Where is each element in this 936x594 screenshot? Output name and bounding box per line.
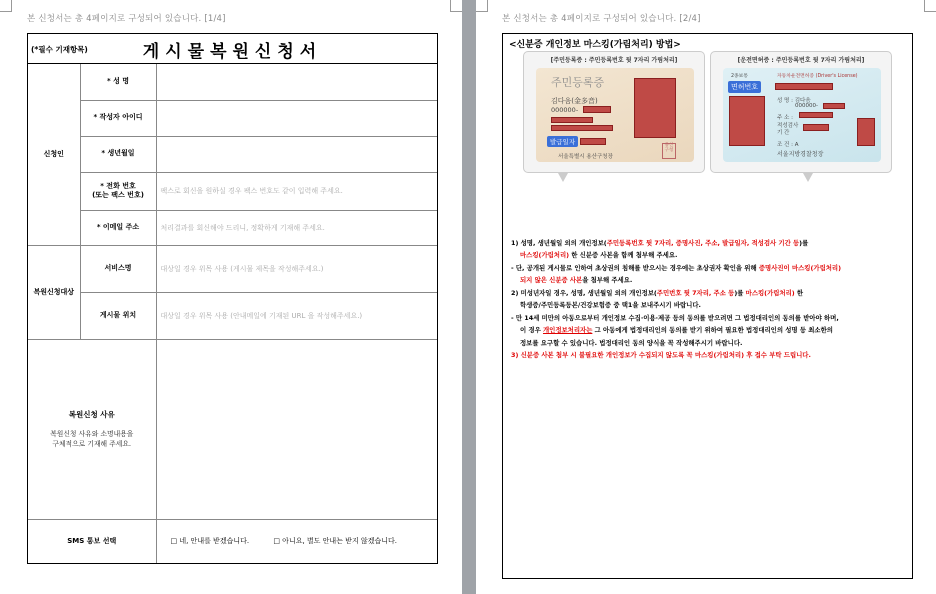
birth-date-field[interactable] [156,136,437,172]
page-corner-mark [450,0,462,12]
note-2-text-d: 마스킹(가림처리) [745,288,795,297]
sms-no-option[interactable]: □ 아니요, 별도 안내는 받지 않겠습니다. [273,537,397,546]
note-2-sub-text-d: 그 아동에게 법정대리인의 동의를 받기 위하여 필요한 법정대리인의 성명 등 최소한의 [592,326,833,335]
note-1-sub-text-b: 증명사진이 마스킹(가림처리) [758,263,842,272]
issue-date-mask [580,138,606,145]
note-2-sub-text-b: 이 경우 [520,326,543,335]
license-frame-pointer [803,173,813,182]
id-card-number: 000000- [551,106,579,114]
phone-label-text: * 전화 번호 (또는 팩스 번호) [92,181,144,199]
license-condition: 조 건 : A [777,142,799,148]
masking-guide-title: <신분증 개인정보 마스킹(가림처리) 방법> [509,40,681,50]
reason-label-cell [28,339,156,519]
note-2-sub: - 만 14세 미만의 아동으로부터 개인정보 수집·이용·제공 등의 동의를 받으려면 그 법정대리인의 동의를 받아야 하며, [511,313,839,322]
form-table [28,64,437,563]
license-number-tag: 면허번호 [728,81,761,93]
issue-date-tag: 발급일자 [547,136,578,147]
note-2-sub-text-c: 개인정보처리자는 [542,326,593,335]
address-mask-2 [551,125,613,131]
email-field[interactable]: 처리결과를 회신해야 드리니, 정확하게 기재해 주세요. [156,210,437,245]
note-1-text-a: 1) 성명, 생년월일 외의 개인정보( [511,239,607,247]
photo-mask [634,78,676,138]
restore-request-form [27,33,438,564]
page-corner-mark [924,0,936,12]
required-note: (*필수 기재항목) [31,45,88,54]
note-1-text-d: 마스킹(가림처리) [520,251,570,260]
form-title-row [28,34,437,64]
note-1-sub-cont [511,274,907,286]
license-caption: [운전면허증 : 주민등록번호 뒷 7자리 가림처리] [737,57,865,64]
note-1 [511,237,907,249]
sms-options [156,519,437,563]
note-2-text-e: 한 [794,288,804,297]
note-1-sub-text-a: - 단, 공개된 게시물로 인하여 초상권의 침해를 받으시는 경우에는 초상권자 확인을 위해 [511,263,759,272]
page-1 [0,0,462,594]
author-id-label: * 작성자 아이디 [80,100,156,136]
birth-date-label: * 생년월일 [80,136,156,172]
note-2-sub-cont [511,324,907,336]
id-card-example [523,51,705,173]
page-gutter [462,0,476,594]
license-heading: 자동차운전면허증 (Driver's License) [777,74,858,79]
sms-yes-option[interactable]: □ 네, 안내를 받겠습니다. [170,537,250,546]
page-header: 본 신청서는 총 4페이지로 구성되어 있습니다. [1/4] [27,14,226,24]
target-group-label: 복원신청대상 [28,245,80,339]
service-name-field[interactable]: 대상일 경우 위목 사용 (게시물 제목을 작성해주세요.) [156,245,437,292]
post-location-label: 게시물 위치 [80,292,156,339]
note-2-text-c: )를 [734,288,746,297]
license-number-mask [775,83,833,90]
note-1-text-e: 한 신분증 사본을 함께 첨부해 주세요. [569,251,678,260]
note-2-sub-cont-2: 정보를 요구할 수 있습니다. 법정대리인 동의 양식을 꼭 작성해주시기 바랍니다. [520,338,743,347]
service-name-label: 서비스명 [80,245,156,292]
applicant-group-label: 신청인 [28,64,80,245]
license-period-mask [803,124,829,131]
reason-field[interactable] [156,339,437,519]
id-card-image [536,68,694,162]
form-title: 게시물복원신청서 [142,42,323,62]
masking-guide-box [502,33,913,579]
page-header: 본 신청서는 총 4페이지로 구성되어 있습니다. [2/4] [502,14,701,24]
address-mask-1 [551,117,593,123]
note-1-sub-text-c: 되지 않은 신분증 사본 [520,276,583,285]
id-card-issuer: 서울특별시 용산구청장 [558,154,613,160]
note-2-cont: 학생증/주민등록등본/건강보험증 중 택1을 보내주시기 바랍니다. [520,301,701,310]
license-image [723,68,881,162]
masking-notes [511,237,907,362]
license-period: 적성검사 기 간 [777,123,799,137]
reason-title: 복원신청 사유 [68,409,115,419]
note-2-text-b: 주민번호 뒷 7자리, 주소 등 [656,288,735,297]
id-card-frame-pointer [558,173,568,182]
email-label: * 이메일 주소 [80,210,156,245]
author-id-field[interactable] [156,100,437,136]
note-3: 3) 신분증 사본 첨부 시 불필요한 개인정보가 수집되지 않도록 꼭 마스킹(가림처리) 후 접수 부탁 드립니다. [511,351,811,360]
note-2-text-a: 2) 미성년자일 경우, 성명, 생년월일 외의 개인정보( [511,288,657,297]
license-type: 2종보통 [731,74,748,79]
note-2 [511,287,907,299]
license-example [710,51,892,173]
note-1-text-b: 주민등록번호 뒷 7자리, 증명사진, 주소, 발급일자, 적성검사 기간 등 [606,239,800,247]
sms-label: SMS 통보 선택 [28,519,156,563]
license-side-mask [857,118,875,146]
note-1-sub-text-d: 을 첨부해 주세요. [582,276,633,285]
issuer-seal: 용산 구청 [662,143,676,159]
page-corner-mark [0,0,12,12]
page-2 [476,0,936,594]
license-id-mask [823,103,845,109]
id-card-caption: [주민등록증 : 주민등록번호 뒷 7자리 가림처리] [550,57,678,64]
name-field[interactable] [156,64,437,100]
license-photo-mask [729,96,765,146]
license-address: 주 소 : [777,115,793,121]
reason-description: 복원신청 사유와 소명내용을 구체적으로 기재해 주세요. [50,429,134,448]
id-card-heading: 주민등록증 [551,76,605,89]
license-id-number: 000000- [795,103,818,109]
page-corner-mark [476,0,488,12]
name-label: * 성 명 [80,64,156,100]
phone-label [80,172,156,210]
note-1-cont [511,249,907,261]
phone-field[interactable]: 팩스로 회신을 원하실 경우 팩스 번호도 같이 입력해 주세요. [156,172,437,210]
id-card-name: 김다음(金多音) [551,97,598,105]
id-number-mask [583,106,611,113]
license-issuer: 서울지방경찰청장 [777,151,824,158]
post-location-field[interactable]: 대상일 경우 위목 사용 (안내메일에 기재된 URL 을 작성해주세요.) [156,292,437,339]
license-name: 성 명 : 김다음 [777,98,811,104]
license-address-mask [799,112,833,118]
note-1-text-c: )를 [799,239,809,247]
note-1-sub [511,262,907,274]
